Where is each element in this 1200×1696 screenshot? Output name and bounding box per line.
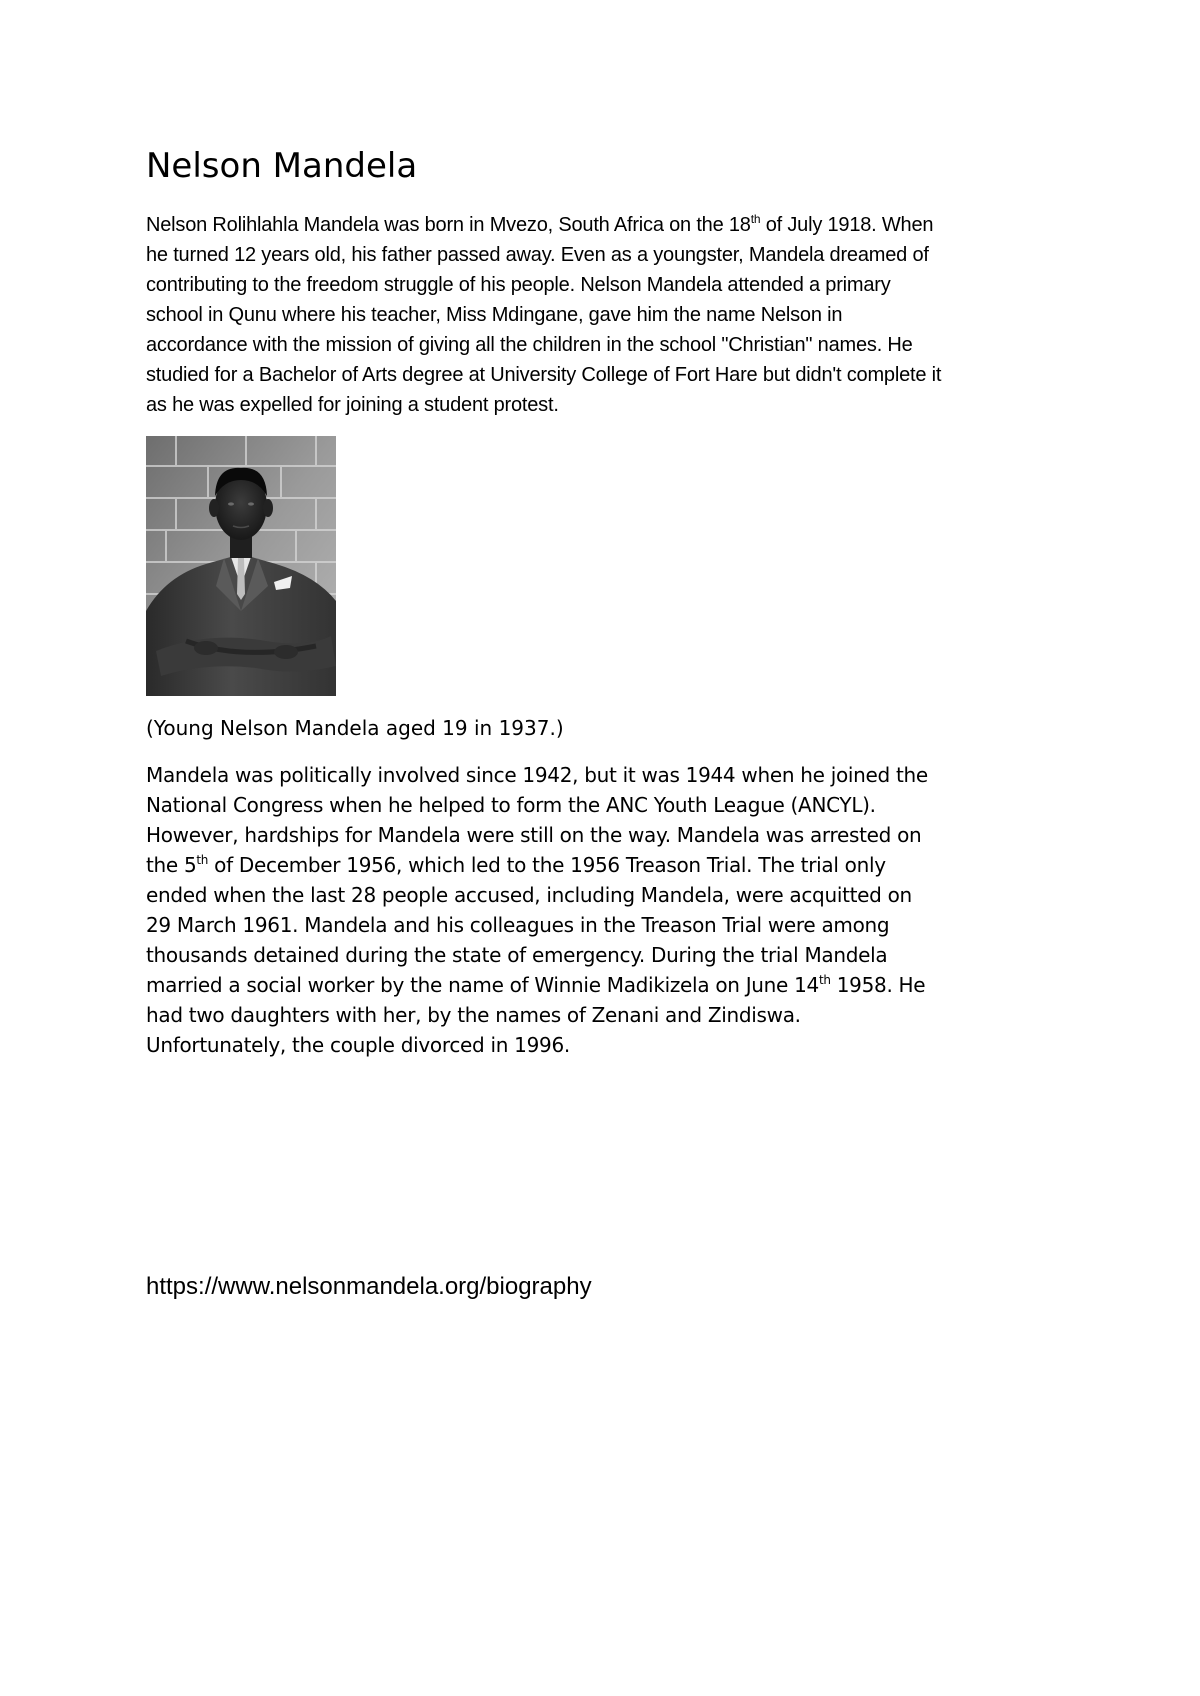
text-line: as he was expelled for joining a student protest. [146, 394, 559, 416]
source-link[interactable]: https://www.nelsonmandela.org/biography [146, 1273, 592, 1300]
text-line: studied for a Bachelor of Arts degree at University College of Fort Hare but didn't complete it [146, 364, 942, 386]
text-line: 29 March 1961. Mandela and his colleagues in the Treason Trial were among [146, 913, 890, 937]
portrait-image [146, 436, 336, 696]
ordinal-suffix: th [196, 853, 209, 867]
text-line: the 5th of December 1956, which led to the 1956 Treason Trial. The trial only [146, 853, 886, 877]
text-line: school in Qunu where his teacher, Miss Mdingane, gave him the name Nelson in [146, 304, 843, 326]
text-line: accordance with the mission of giving all the children in the school "Christian" names. He [146, 334, 913, 356]
text-line: married a social worker by the name of Winnie Madikizela on June 14th 1958. He [146, 973, 926, 997]
text-line: However, hardships for Mandela were still on the way. Mandela was arrested on [146, 823, 922, 847]
page-title: Nelson Mandela [146, 146, 418, 186]
text-line: Unfortunately, the couple divorced in 1996. [146, 1033, 570, 1057]
photo-caption: (Young Nelson Mandela aged 19 in 1937.) [146, 716, 564, 740]
text-line: Nelson Rolihlahla Mandela was born in Mvezo, South Africa on the 18th of July 1918. When [146, 212, 934, 236]
text-line: contributing to the freedom struggle of his people. Nelson Mandela attended a primary [146, 274, 891, 296]
text-line: Mandela was politically involved since 1942, but it was 1944 when he joined the [146, 763, 928, 787]
text-line: thousands detained during the state of emergency. During the trial Mandela [146, 943, 888, 967]
biography-paragraph-1 [146, 210, 1076, 420]
ordinal-suffix: th [750, 212, 761, 226]
mandela-portrait-photo [146, 436, 336, 696]
text-line: National Congress when he helped to form the ANC Youth League (ANCYL). [146, 793, 876, 817]
text-line: had two daughters with her, by the names of Zenani and Zindiswa. [146, 1003, 801, 1027]
text-line: ended when the last 28 people accused, including Mandela, were acquitted on [146, 883, 912, 907]
ordinal-suffix: th [818, 973, 831, 987]
biography-paragraph-2 [146, 760, 1066, 1060]
text-line: he turned 12 years old, his father passed away. Even as a youngster, Mandela dreamed of [146, 244, 929, 266]
